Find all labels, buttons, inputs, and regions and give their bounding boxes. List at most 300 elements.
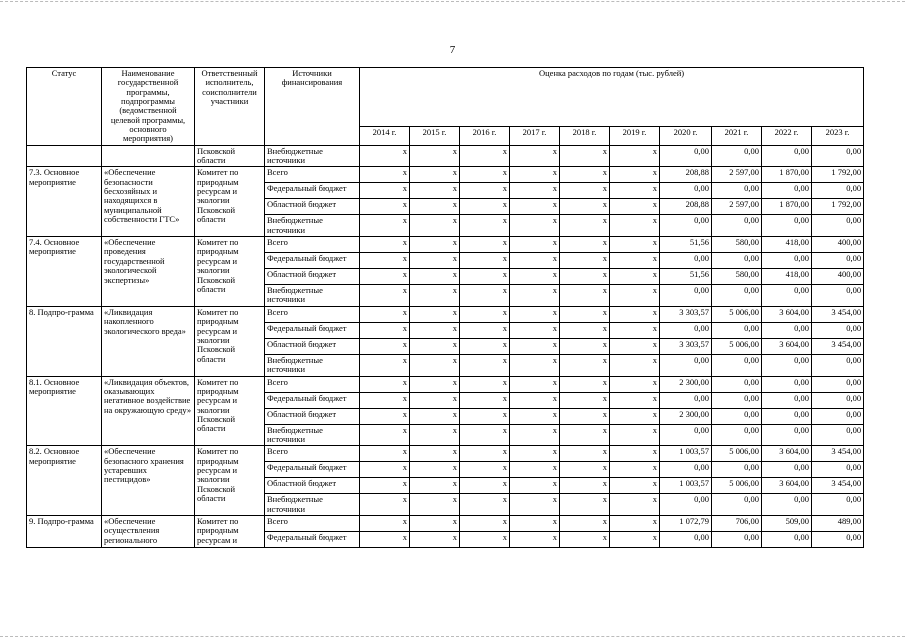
source-cell: Федеральный бюджет bbox=[265, 322, 360, 338]
value-cell: 400,00 bbox=[812, 237, 864, 253]
x-mark: x bbox=[460, 253, 510, 269]
value-cell: 0,00 bbox=[712, 408, 762, 424]
value-cell: 0,00 bbox=[762, 354, 812, 376]
x-mark: x bbox=[460, 215, 510, 237]
x-mark: x bbox=[410, 285, 460, 307]
x-mark: x bbox=[460, 478, 510, 494]
value-cell: 0,00 bbox=[712, 376, 762, 392]
x-mark: x bbox=[560, 494, 610, 516]
header-status: Статус bbox=[27, 68, 102, 146]
header-estimate: Оценка расходов по годам (тыс. рублей) bbox=[360, 68, 864, 127]
x-mark: x bbox=[410, 462, 460, 478]
x-mark: x bbox=[360, 269, 410, 285]
x-mark: x bbox=[560, 167, 610, 183]
value-cell: 0,00 bbox=[712, 183, 762, 199]
executor-cell: Псковской области bbox=[195, 145, 265, 167]
value-cell: 580,00 bbox=[712, 269, 762, 285]
value-cell: 0,00 bbox=[712, 494, 762, 516]
source-cell: Внебюджетные источники bbox=[265, 285, 360, 307]
x-mark: x bbox=[560, 446, 610, 462]
value-cell: 2 597,00 bbox=[712, 199, 762, 215]
x-mark: x bbox=[360, 183, 410, 199]
value-cell: 1 870,00 bbox=[762, 167, 812, 183]
x-mark: x bbox=[610, 354, 660, 376]
source-cell: Внебюджетные источники bbox=[265, 145, 360, 167]
x-mark: x bbox=[510, 269, 560, 285]
x-mark: x bbox=[410, 237, 460, 253]
x-mark: x bbox=[410, 424, 460, 446]
x-mark: x bbox=[510, 322, 560, 338]
year-header: 2016 г. bbox=[460, 126, 510, 145]
header-executor: Ответственный исполнитель, соисполнители участники bbox=[195, 68, 265, 146]
source-cell: Всего bbox=[265, 237, 360, 253]
x-mark: x bbox=[510, 478, 560, 494]
name-cell: «Ликвидация накопленного экологического вреда» bbox=[102, 306, 195, 376]
x-mark: x bbox=[460, 322, 510, 338]
x-mark: x bbox=[510, 424, 560, 446]
source-cell: Областной бюджет bbox=[265, 408, 360, 424]
value-cell: 489,00 bbox=[812, 515, 864, 531]
source-cell: Областной бюджет bbox=[265, 338, 360, 354]
executor-cell: Комитет по природным ресурсам и bbox=[195, 515, 265, 547]
value-cell: 0,00 bbox=[660, 354, 712, 376]
name-cell: «Обеспечение осуществления регионального bbox=[102, 515, 195, 547]
source-cell: Всего bbox=[265, 446, 360, 462]
source-cell: Внебюджетные источники bbox=[265, 215, 360, 237]
value-cell: 5 006,00 bbox=[712, 338, 762, 354]
x-mark: x bbox=[560, 531, 610, 547]
x-mark: x bbox=[610, 446, 660, 462]
value-cell: 0,00 bbox=[812, 322, 864, 338]
executor-cell: Комитет по природным ресурсам и экологии Псковской области bbox=[195, 446, 265, 516]
x-mark: x bbox=[360, 167, 410, 183]
x-mark: x bbox=[360, 322, 410, 338]
x-mark: x bbox=[360, 376, 410, 392]
status-cell bbox=[27, 145, 102, 167]
x-mark: x bbox=[560, 183, 610, 199]
source-cell: Федеральный бюджет bbox=[265, 392, 360, 408]
x-mark: x bbox=[410, 167, 460, 183]
x-mark: x bbox=[560, 338, 610, 354]
value-cell: 0,00 bbox=[762, 424, 812, 446]
x-mark: x bbox=[360, 253, 410, 269]
x-mark: x bbox=[360, 446, 410, 462]
value-cell: 400,00 bbox=[812, 269, 864, 285]
value-cell: 0,00 bbox=[762, 285, 812, 307]
table-body bbox=[27, 145, 864, 547]
x-mark: x bbox=[510, 494, 560, 516]
executor-cell: Комитет по природным ресурсам и экологии Псковской области bbox=[195, 306, 265, 376]
value-cell: 509,00 bbox=[762, 515, 812, 531]
value-cell: 208,88 bbox=[660, 199, 712, 215]
value-cell: 0,00 bbox=[712, 392, 762, 408]
x-mark: x bbox=[510, 237, 560, 253]
value-cell: 418,00 bbox=[762, 237, 812, 253]
x-mark: x bbox=[410, 531, 460, 547]
x-mark: x bbox=[610, 478, 660, 494]
value-cell: 0,00 bbox=[660, 285, 712, 307]
x-mark: x bbox=[460, 531, 510, 547]
x-mark: x bbox=[560, 253, 610, 269]
value-cell: 0,00 bbox=[712, 354, 762, 376]
x-mark: x bbox=[460, 376, 510, 392]
executor-cell: Комитет по природным ресурсам и экологии Псковской области bbox=[195, 376, 265, 446]
value-cell: 0,00 bbox=[762, 183, 812, 199]
table-row bbox=[27, 167, 864, 183]
x-mark: x bbox=[360, 237, 410, 253]
source-cell: Внебюджетные источники bbox=[265, 424, 360, 446]
x-mark: x bbox=[510, 145, 560, 167]
page-number: 7 bbox=[449, 44, 456, 56]
x-mark: x bbox=[510, 376, 560, 392]
x-mark: x bbox=[410, 515, 460, 531]
value-cell: 3 454,00 bbox=[812, 338, 864, 354]
value-cell: 0,00 bbox=[712, 285, 762, 307]
executor-cell: Комитет по природным ресурсам и экологии Псковской области bbox=[195, 167, 265, 237]
value-cell: 5 006,00 bbox=[712, 478, 762, 494]
status-cell: 7.4. Основное мероприятие bbox=[27, 237, 102, 307]
x-mark: x bbox=[510, 306, 560, 322]
source-cell: Всего bbox=[265, 306, 360, 322]
x-mark: x bbox=[410, 494, 460, 516]
x-mark: x bbox=[360, 478, 410, 494]
x-mark: x bbox=[460, 237, 510, 253]
value-cell: 0,00 bbox=[660, 531, 712, 547]
x-mark: x bbox=[460, 145, 510, 167]
value-cell: 0,00 bbox=[712, 424, 762, 446]
x-mark: x bbox=[460, 354, 510, 376]
value-cell: 3 454,00 bbox=[812, 306, 864, 322]
x-mark: x bbox=[610, 515, 660, 531]
value-cell: 0,00 bbox=[762, 253, 812, 269]
x-mark: x bbox=[460, 285, 510, 307]
x-mark: x bbox=[460, 199, 510, 215]
name-cell: «Ликвидация объектов, оказывающих негативное воздействие на окружающую среду» bbox=[102, 376, 195, 446]
value-cell: 0,00 bbox=[660, 145, 712, 167]
table-row bbox=[27, 515, 864, 531]
value-cell: 3 303,57 bbox=[660, 306, 712, 322]
value-cell: 0,00 bbox=[660, 253, 712, 269]
source-cell: Федеральный бюджет bbox=[265, 462, 360, 478]
year-header: 2020 г. bbox=[660, 126, 712, 145]
value-cell: 0,00 bbox=[812, 392, 864, 408]
value-cell: 0,00 bbox=[812, 215, 864, 237]
header-sources: Источники финансирования bbox=[265, 68, 360, 146]
year-header: 2023 г. bbox=[812, 126, 864, 145]
table-row bbox=[27, 446, 864, 462]
x-mark: x bbox=[410, 446, 460, 462]
x-mark: x bbox=[410, 376, 460, 392]
x-mark: x bbox=[560, 322, 610, 338]
scan-edge-top bbox=[0, 1, 905, 3]
year-header: 2017 г. bbox=[510, 126, 560, 145]
source-cell: Федеральный бюджет bbox=[265, 531, 360, 547]
x-mark: x bbox=[610, 376, 660, 392]
x-mark: x bbox=[360, 285, 410, 307]
x-mark: x bbox=[560, 199, 610, 215]
x-mark: x bbox=[560, 462, 610, 478]
value-cell: 580,00 bbox=[712, 237, 762, 253]
x-mark: x bbox=[460, 494, 510, 516]
x-mark: x bbox=[410, 354, 460, 376]
x-mark: x bbox=[510, 253, 560, 269]
x-mark: x bbox=[410, 253, 460, 269]
x-mark: x bbox=[560, 392, 610, 408]
x-mark: x bbox=[410, 269, 460, 285]
x-mark: x bbox=[510, 338, 560, 354]
value-cell: 1 003,57 bbox=[660, 478, 712, 494]
status-cell: 8.1. Основное мероприятие bbox=[27, 376, 102, 446]
x-mark: x bbox=[560, 515, 610, 531]
value-cell: 0,00 bbox=[712, 145, 762, 167]
value-cell: 0,00 bbox=[660, 322, 712, 338]
x-mark: x bbox=[510, 446, 560, 462]
value-cell: 0,00 bbox=[812, 285, 864, 307]
x-mark: x bbox=[360, 531, 410, 547]
value-cell: 0,00 bbox=[660, 424, 712, 446]
x-mark: x bbox=[410, 322, 460, 338]
year-header: 2019 г. bbox=[610, 126, 660, 145]
name-cell: «Обеспечение безопасного хранения устаревших пестицидов» bbox=[102, 446, 195, 516]
x-mark: x bbox=[360, 392, 410, 408]
x-mark: x bbox=[610, 237, 660, 253]
value-cell: 0,00 bbox=[712, 253, 762, 269]
x-mark: x bbox=[460, 392, 510, 408]
name-cell: «Обеспечение проведения государственной экологической экспертизы» bbox=[102, 237, 195, 307]
x-mark: x bbox=[510, 215, 560, 237]
x-mark: x bbox=[460, 446, 510, 462]
source-cell: Внебюджетные источники bbox=[265, 354, 360, 376]
x-mark: x bbox=[360, 306, 410, 322]
value-cell: 0,00 bbox=[762, 392, 812, 408]
x-mark: x bbox=[610, 531, 660, 547]
value-cell: 706,00 bbox=[712, 515, 762, 531]
x-mark: x bbox=[410, 306, 460, 322]
source-cell: Федеральный бюджет bbox=[265, 183, 360, 199]
x-mark: x bbox=[610, 253, 660, 269]
status-cell: 7.3. Основное мероприятие bbox=[27, 167, 102, 237]
value-cell: 2 597,00 bbox=[712, 167, 762, 183]
x-mark: x bbox=[510, 392, 560, 408]
x-mark: x bbox=[510, 167, 560, 183]
x-mark: x bbox=[610, 306, 660, 322]
x-mark: x bbox=[410, 183, 460, 199]
value-cell: 3 454,00 bbox=[812, 446, 864, 462]
value-cell: 3 604,00 bbox=[762, 306, 812, 322]
value-cell: 0,00 bbox=[812, 494, 864, 516]
x-mark: x bbox=[460, 167, 510, 183]
x-mark: x bbox=[460, 306, 510, 322]
x-mark: x bbox=[360, 354, 410, 376]
value-cell: 0,00 bbox=[812, 376, 864, 392]
value-cell: 3 303,57 bbox=[660, 338, 712, 354]
value-cell: 418,00 bbox=[762, 269, 812, 285]
value-cell: 5 006,00 bbox=[712, 446, 762, 462]
x-mark: x bbox=[560, 424, 610, 446]
x-mark: x bbox=[610, 408, 660, 424]
x-mark: x bbox=[560, 215, 610, 237]
x-mark: x bbox=[360, 338, 410, 354]
x-mark: x bbox=[560, 376, 610, 392]
x-mark: x bbox=[410, 408, 460, 424]
x-mark: x bbox=[460, 183, 510, 199]
value-cell: 2 300,00 bbox=[660, 376, 712, 392]
x-mark: x bbox=[560, 478, 610, 494]
value-cell: 1 792,00 bbox=[812, 167, 864, 183]
x-mark: x bbox=[360, 145, 410, 167]
value-cell: 0,00 bbox=[812, 183, 864, 199]
x-mark: x bbox=[560, 285, 610, 307]
value-cell: 51,56 bbox=[660, 237, 712, 253]
source-cell: Федеральный бюджет bbox=[265, 253, 360, 269]
value-cell: 51,56 bbox=[660, 269, 712, 285]
x-mark: x bbox=[510, 515, 560, 531]
value-cell: 3 604,00 bbox=[762, 338, 812, 354]
year-header: 2014 г. bbox=[360, 126, 410, 145]
value-cell: 1 003,57 bbox=[660, 446, 712, 462]
status-cell: 8. Подпро-грамма bbox=[27, 306, 102, 376]
x-mark: x bbox=[610, 285, 660, 307]
value-cell: 2 300,00 bbox=[660, 408, 712, 424]
value-cell: 0,00 bbox=[762, 494, 812, 516]
year-header: 2015 г. bbox=[410, 126, 460, 145]
value-cell: 0,00 bbox=[660, 494, 712, 516]
value-cell: 0,00 bbox=[660, 392, 712, 408]
x-mark: x bbox=[610, 183, 660, 199]
value-cell: 1 072,79 bbox=[660, 515, 712, 531]
value-cell: 0,00 bbox=[762, 408, 812, 424]
x-mark: x bbox=[610, 145, 660, 167]
year-header: 2018 г. bbox=[560, 126, 610, 145]
name-cell: «Обеспечение безопасности бесхозяйных и находящихся в муниципальной собственности ГТС» bbox=[102, 167, 195, 237]
value-cell: 5 006,00 bbox=[712, 306, 762, 322]
x-mark: x bbox=[560, 145, 610, 167]
x-mark: x bbox=[460, 515, 510, 531]
value-cell: 0,00 bbox=[712, 462, 762, 478]
x-mark: x bbox=[560, 269, 610, 285]
header-row bbox=[27, 68, 864, 127]
x-mark: x bbox=[460, 424, 510, 446]
x-mark: x bbox=[360, 424, 410, 446]
source-cell: Внебюджетные источники bbox=[265, 494, 360, 516]
value-cell: 0,00 bbox=[660, 462, 712, 478]
x-mark: x bbox=[610, 494, 660, 516]
x-mark: x bbox=[410, 199, 460, 215]
x-mark: x bbox=[610, 215, 660, 237]
value-cell: 3 604,00 bbox=[762, 446, 812, 462]
x-mark: x bbox=[360, 408, 410, 424]
x-mark: x bbox=[610, 424, 660, 446]
value-cell: 0,00 bbox=[762, 145, 812, 167]
x-mark: x bbox=[360, 215, 410, 237]
source-cell: Всего bbox=[265, 515, 360, 531]
x-mark: x bbox=[510, 285, 560, 307]
x-mark: x bbox=[610, 167, 660, 183]
value-cell: 0,00 bbox=[762, 215, 812, 237]
x-mark: x bbox=[460, 338, 510, 354]
value-cell: 3 454,00 bbox=[812, 478, 864, 494]
value-cell: 0,00 bbox=[812, 424, 864, 446]
x-mark: x bbox=[360, 199, 410, 215]
x-mark: x bbox=[410, 392, 460, 408]
name-cell bbox=[102, 145, 195, 167]
year-header: 2021 г. bbox=[712, 126, 762, 145]
x-mark: x bbox=[410, 338, 460, 354]
value-cell: 3 604,00 bbox=[762, 478, 812, 494]
status-cell: 9. Подпро-грамма bbox=[27, 515, 102, 547]
value-cell: 0,00 bbox=[712, 322, 762, 338]
x-mark: x bbox=[410, 215, 460, 237]
budget-table bbox=[26, 67, 864, 548]
source-cell: Областной бюджет bbox=[265, 478, 360, 494]
x-mark: x bbox=[610, 199, 660, 215]
value-cell: 0,00 bbox=[812, 408, 864, 424]
x-mark: x bbox=[410, 145, 460, 167]
value-cell: 1 792,00 bbox=[812, 199, 864, 215]
x-mark: x bbox=[510, 408, 560, 424]
table-row bbox=[27, 306, 864, 322]
x-mark: x bbox=[360, 515, 410, 531]
x-mark: x bbox=[360, 494, 410, 516]
x-mark: x bbox=[560, 306, 610, 322]
value-cell: 0,00 bbox=[712, 215, 762, 237]
value-cell: 0,00 bbox=[762, 462, 812, 478]
value-cell: 0,00 bbox=[812, 462, 864, 478]
carry-over-row bbox=[27, 145, 864, 167]
x-mark: x bbox=[560, 354, 610, 376]
table-row bbox=[27, 376, 864, 392]
value-cell: 0,00 bbox=[660, 215, 712, 237]
x-mark: x bbox=[610, 462, 660, 478]
scan-edge-bottom bbox=[0, 636, 905, 638]
x-mark: x bbox=[510, 531, 560, 547]
x-mark: x bbox=[610, 338, 660, 354]
source-cell: Всего bbox=[265, 167, 360, 183]
source-cell: Всего bbox=[265, 376, 360, 392]
status-cell: 8.2. Основное мероприятие bbox=[27, 446, 102, 516]
x-mark: x bbox=[510, 462, 560, 478]
year-header: 2022 г. bbox=[762, 126, 812, 145]
source-cell: Областной бюджет bbox=[265, 199, 360, 215]
value-cell: 0,00 bbox=[812, 145, 864, 167]
value-cell: 0,00 bbox=[660, 183, 712, 199]
x-mark: x bbox=[510, 183, 560, 199]
x-mark: x bbox=[610, 269, 660, 285]
value-cell: 0,00 bbox=[762, 376, 812, 392]
x-mark: x bbox=[460, 462, 510, 478]
value-cell: 0,00 bbox=[762, 531, 812, 547]
value-cell: 0,00 bbox=[712, 531, 762, 547]
x-mark: x bbox=[360, 462, 410, 478]
x-mark: x bbox=[410, 478, 460, 494]
value-cell: 208,88 bbox=[660, 167, 712, 183]
x-mark: x bbox=[510, 199, 560, 215]
x-mark: x bbox=[460, 408, 510, 424]
value-cell: 0,00 bbox=[812, 531, 864, 547]
x-mark: x bbox=[510, 354, 560, 376]
value-cell: 0,00 bbox=[812, 354, 864, 376]
x-mark: x bbox=[560, 408, 610, 424]
value-cell: 0,00 bbox=[812, 253, 864, 269]
table-row bbox=[27, 237, 864, 253]
header-name: Наименование государственной программы, подпрограммы (ведомственной целевой программы, основного мероприятия) bbox=[102, 68, 195, 146]
x-mark: x bbox=[560, 237, 610, 253]
value-cell: 0,00 bbox=[762, 322, 812, 338]
x-mark: x bbox=[610, 322, 660, 338]
source-cell: Областной бюджет bbox=[265, 269, 360, 285]
x-mark: x bbox=[610, 392, 660, 408]
value-cell: 1 870,00 bbox=[762, 199, 812, 215]
